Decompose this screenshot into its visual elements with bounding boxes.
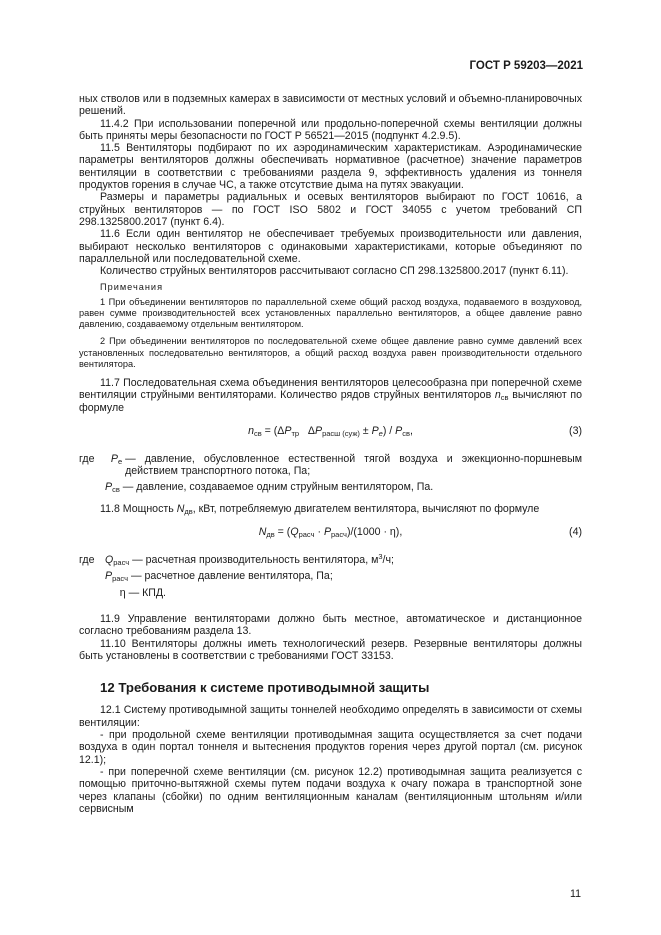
page-number: 11 [570, 888, 581, 900]
definition-prasch: $P_{расч}$ — расчетное давление вентилятора, Па; [105, 570, 333, 584]
paragraph-11-4-2: 11.4.2 При использовании поперечной или продольно-поперечной схемы вентиляции должны быть приняты меры безопасности по ГОСТ Р 56521—2015 (подпункт 4.2.9.5). [79, 117, 582, 142]
paragraph-12-1: 12.1 Систему противодымной защиты тоннелей необходимо определять в зависимости от схемы вентиляции: [79, 704, 582, 729]
section-12-heading: 12 Требования к системе противодымной защиты [100, 680, 430, 696]
formula-4-number: (4) [569, 526, 582, 539]
paragraph: Количество струйных вентиляторов рассчитывают согласно СП 298.1325800.2017 (пункт 6.11). [100, 265, 569, 278]
definition-eta: η — КПД. [105, 586, 167, 599]
formula-3-number: (3) [569, 424, 582, 437]
definition-pe: где $P_e$ — давление, обусловленное естественной тягой воздуха и эжекционно-поршневым действием транспортного потока, Па; [79, 452, 582, 478]
paragraph-11-8: 11.8 Мощность $N_{дв}$, кВт, потребляемую двигателем вентилятора, вычисляют по формуле [100, 502, 540, 516]
definition-psv: $P_{св}$ — давление, создаваемое одним струйным вентилятором, Па. [105, 481, 434, 495]
formula-4-expression: $N_{дв} = (Q_{расч} \cdot P_{расч})/(1000 \cdot \eta)$, [258, 526, 403, 540]
document-code: ГОСТ Р 59203—2021 [469, 60, 583, 72]
paragraph-11-9: 11.9 Управление вентиляторами должно быть местное, автоматическое и дистанционное согласно требованиям раздела 13. [79, 612, 582, 638]
formula-3 [79, 421, 582, 445]
paragraph-11-10: 11.10 Вентиляторы должны иметь технологический резерв. Резервные вентиляторы должны быть установлены в соответствии с требованиями ГОСТ 33153. [79, 637, 582, 662]
definition-qrasch: где $Q_{расч}$ — расчетная производительность вентилятора, $м^3/ч$; [79, 552, 394, 568]
formula-3-expression: $n_{св} = (\Delta P_{тр}$ $\Delta P_{расш (суж)} \pm P_e) / P_{св}$, [248, 424, 413, 438]
paragraph: Размеры и параметры радиальных и осевых вентиляторов выбирают по ГОСТ 10616, а струйных вентиляторов — по ГОСТ ISO 5802 и ГОСТ 34055 с учетом требований СП 298.1325800.2017 (пункт 6.4). [79, 191, 582, 228]
paragraph-11-7: 11.7 Последовательная схема объединения вентиляторов целесообразна при поперечной схеме вентиляции струйными вентиляторами. Количество рядов струйных вентиляторов $n_{св}$ вычисляют по формуле [79, 376, 582, 414]
formula-4-definitions [79, 554, 582, 599]
notes-heading: Примечания [100, 282, 164, 293]
formula-3-definitions [79, 453, 582, 494]
paragraph-11-6: 11.6 Если один вентилятор не обеспечивает требуемых производительности или давления, выбирают несколько вентиляторов с одинаковыми характеристиками, которые объединяют по параллельной или последовательной схеме. [79, 228, 582, 265]
bullet-transverse: - при поперечной схеме вентиляции (см. рисунок 12.2) противодымная защита реализуется с помощью приточно-вытяжной схемы путем подачи воздуха к очагу пожара в транспортной зоне через клапаны (сбойки) по одним вентиляционным каналам (вентиляционным штольням и/или сервисным [79, 765, 582, 815]
paragraph-11-5: 11.5 Вентиляторы подбирают по их аэродинамическим характеристикам. Аэродинамические параметры вентиляторов должны обеспечивать нормативное (расчетное) значение параметров вентиляции в соответствии с требованиями раздела 9, эффективность удаления из тоннеля продуктов горения в случае ЧС, а также отсутствие дыма на путях эвакуации. [79, 142, 582, 192]
paragraph: ных стволов или в подземных камерах в зависимости от местных условий и объемно-планировочных решений. [79, 93, 582, 118]
note-1: 1 При объединении вентиляторов по параллельной схеме общий расход воздуха, подаваемого в воздуховод, равен сумме производительностей всех установленных параллельно вентиляторов, а общее давление равно давлению, создаваемому отдельным вентилятором. [79, 296, 582, 330]
page-body [79, 93, 582, 815]
note-2: 2 При объединении вентиляторов по последовательной схеме общее давление равно сумме давлений всех установленных последовательно вентиляторов, а общий расход воздуха равен производительности отдельного вентилятора. [79, 336, 582, 369]
bullet-longitudinal: - при продольной схеме вентиляции противодымная защита осуществляется за счет подачи воздуха в один портал тоннеля и вытеснения продуктов горения через другой портал (см. рисунок 12.1); [79, 729, 582, 766]
formula-4 [79, 522, 582, 546]
